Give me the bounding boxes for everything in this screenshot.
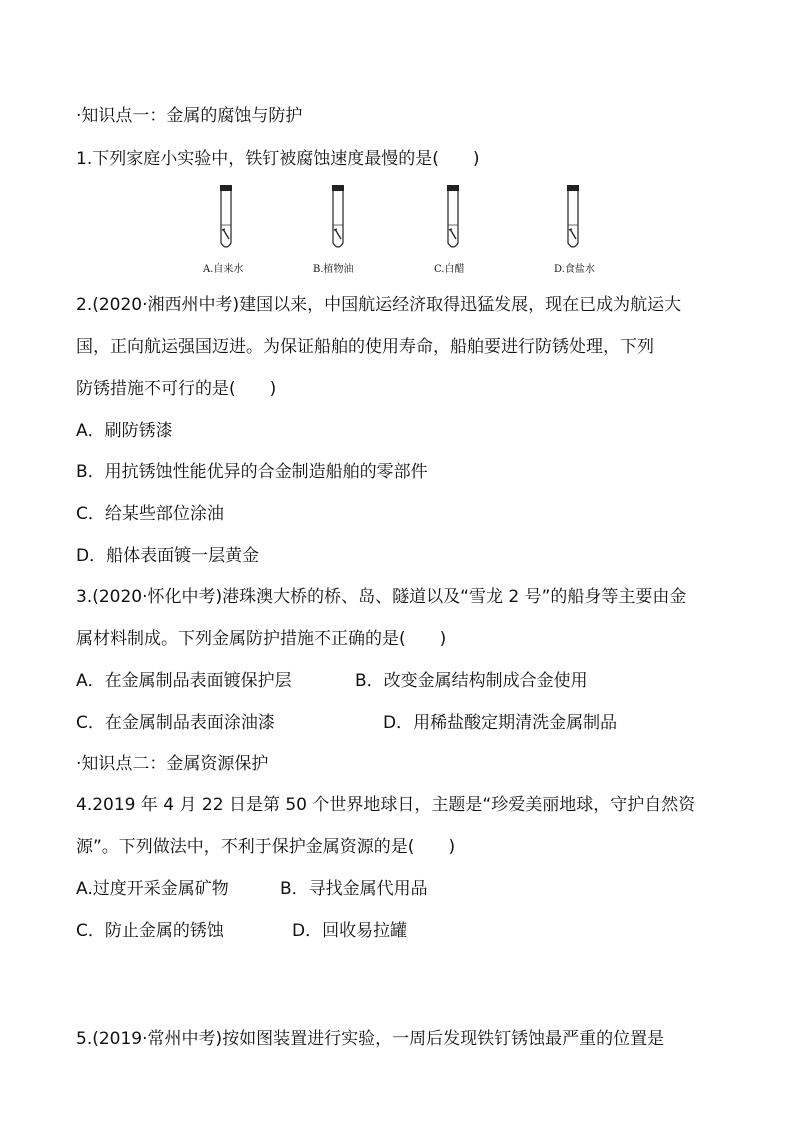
question-5-stem: 5.(2019·常州中考)按如图装置进行实验，一周后发现铁钉锈蚀最严重的位置是 — [76, 1029, 665, 1049]
question-3-stem-line-2: 属材料制成。下列金属防护措施不正确的是( ) — [76, 629, 447, 649]
question-3-option-c: C．在金属制品表面涂油漆 — [76, 713, 275, 733]
question-2-option-c: C．给某些部位涂油 — [76, 504, 224, 524]
question-4-stem-line-2: 源”。下列做法中，不利于保护金属资源的是( ) — [76, 837, 456, 857]
question-2-option-a: A．刷防锈漆 — [76, 421, 173, 441]
question-4-option-d: D．回收易拉罐 — [292, 921, 408, 941]
question-3-option-a: A．在金属制品表面镀保护层 — [76, 671, 292, 691]
question-4-option-a: A.过度开采金属矿物 — [76, 879, 229, 899]
question-3-option-b: B．改变金属结构制成合金使用 — [355, 671, 588, 691]
tube-label-a: A.自来水 — [203, 264, 244, 275]
question-1-stem: 1.下列家庭小实验中，铁钉被腐蚀速度最慢的是( ) — [76, 149, 480, 169]
question-4-stem-line-1: 4.2019 年 4 月 22 日是第 50 个世界地球日，主题是“珍爱美丽地球，守护自然资 — [76, 795, 696, 815]
section-heading-1: ·知识点一：金属的腐蚀与防护 — [76, 106, 303, 126]
question-2-option-d: D．船体表面镀一层黄金 — [76, 546, 260, 566]
question-2-stem-line-1: 2.(2020·湘西州中考)建国以来，中国航运经济取得迅猛发展，现在已成为航运大 — [76, 295, 682, 315]
tube-label-c: C.白醋 — [434, 264, 465, 275]
question-2-option-b: B．用抗锈蚀性能优异的合金制造船舶的零部件 — [76, 462, 428, 482]
tube-label-d: D.食盐水 — [554, 264, 595, 275]
question-3-option-d: D．用稀盐酸定期清洗金属制品 — [383, 713, 618, 733]
question-2-stem-line-2: 国，正向航运强国迈进。为保证船舶的使用寿命，船舶要进行防锈处理，下列 — [76, 337, 654, 357]
question-4-option-b: B．寻找金属代用品 — [280, 879, 428, 899]
section-heading-2: ·知识点二：金属资源保护 — [76, 754, 269, 774]
tube-label-b: B.植物油 — [313, 264, 354, 275]
question-4-option-c: C．防止金属的锈蚀 — [76, 921, 224, 941]
question-2-stem-line-3: 防锈措施不可行的是( ) — [76, 379, 277, 399]
question-3-stem-line-1: 3.(2020·怀化中考)港珠澳大桥的桥、岛、隧道以及“雪龙 2 号”的船身等主要由金 — [76, 587, 687, 607]
